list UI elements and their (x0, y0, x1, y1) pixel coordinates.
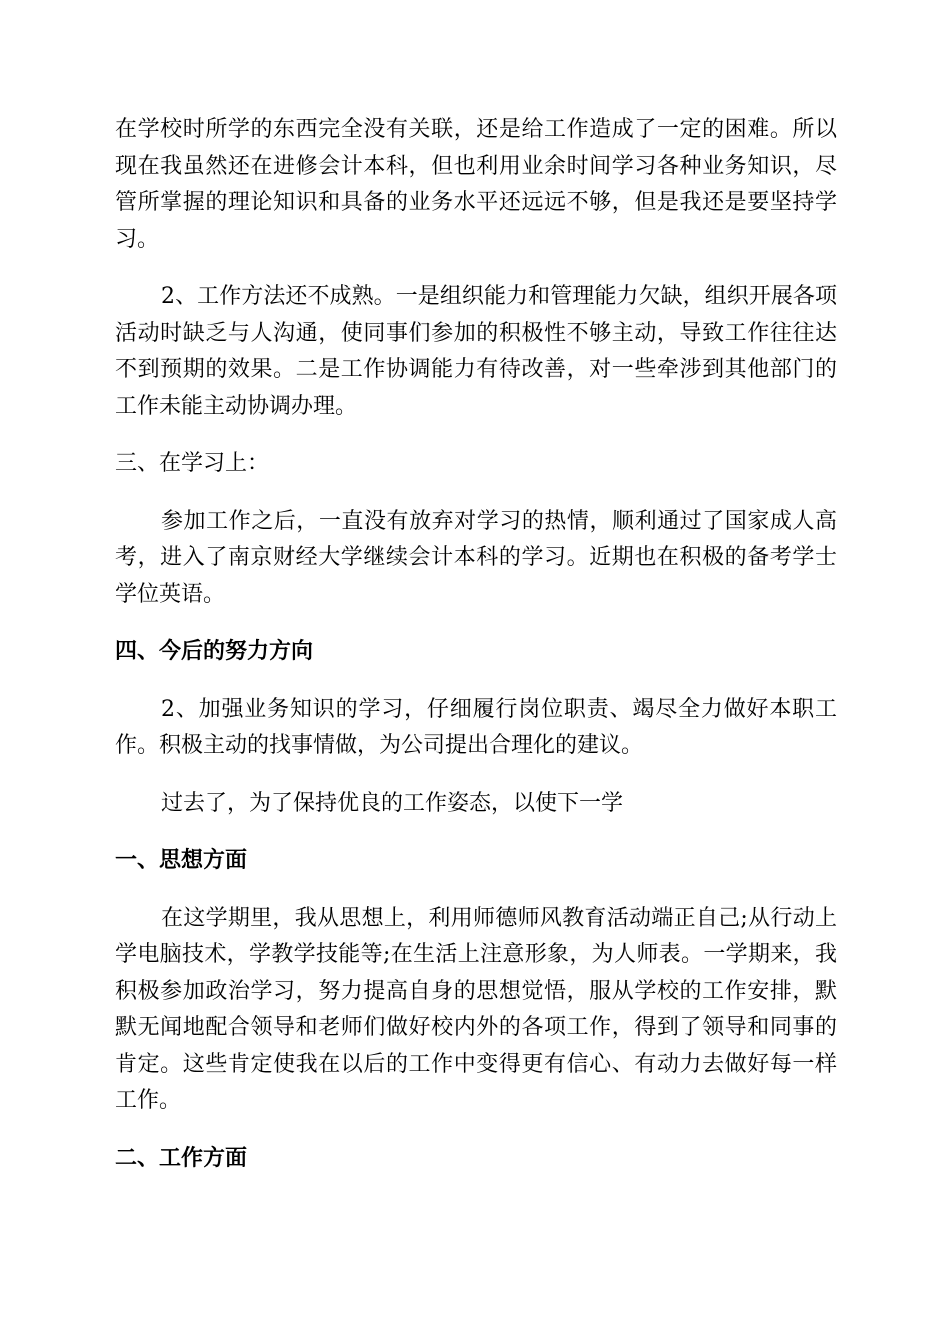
section-heading-learning: 三、在学习上： (115, 451, 270, 476)
paragraph-thought: 在这学期里，我从思想上，利用师德师风教育活动端正自己;从行动上学电脑技术，学教学技能等;在生活上注意形象，为人师表。一学期来，我积极参加政治学习，努力提高自身的思想觉悟，服从学校的工作安排，默默无闻地配合领导和老师们做好校内外的各项工作，得到了领导和同事的肯定。这些肯定使我在以后的工作中变得更有信心、有动力去做好每一样工作。 (115, 905, 837, 1113)
section-heading-thought: 一、思想方面 (115, 848, 248, 873)
paragraph-work-method: 2、工作方法还不成熟。一是组织能力和管理能力欠缺，组织开展各项活动时缺乏与人沟通，使同事们参加的积极性不够主动，导致工作往往达不到预期的效果。二是工作协调能力有待改善，对一些牵涉到其他部门的工作未能主动协调办理。 (115, 284, 837, 419)
section-heading-future: 四、今后的努力方向 (115, 639, 314, 664)
paragraph-fragment: 过去了，为了保持优良的工作姿态，以使下一学 (161, 790, 624, 816)
paragraph-study-difficulty: 在学校时所学的东西完全没有关联，还是给工作造成了一定的困难。所以现在我虽然还在进修会计本科，但也利用业余时间学习各种业务知识，尽管所掌握的理论知识和具备的业务水平还远远不够，但是我还是要坚持学习。 (115, 117, 837, 252)
document-page (115, 112, 837, 1198)
paragraph-learning: 参加工作之后，一直没有放弃对学习的热情，顺利通过了国家成人高考，进入了南京财经大学继续会计本科的学习。近期也在积极的备考学士学位英语。 (115, 508, 837, 607)
paragraph-future-2: 2、加强业务知识的学习，仔细履行岗位职责、竭尽全力做好本职工作。积极主动的找事情做，为公司提出合理化的建议。 (115, 696, 837, 758)
section-heading-work: 二、工作方面 (115, 1145, 248, 1171)
